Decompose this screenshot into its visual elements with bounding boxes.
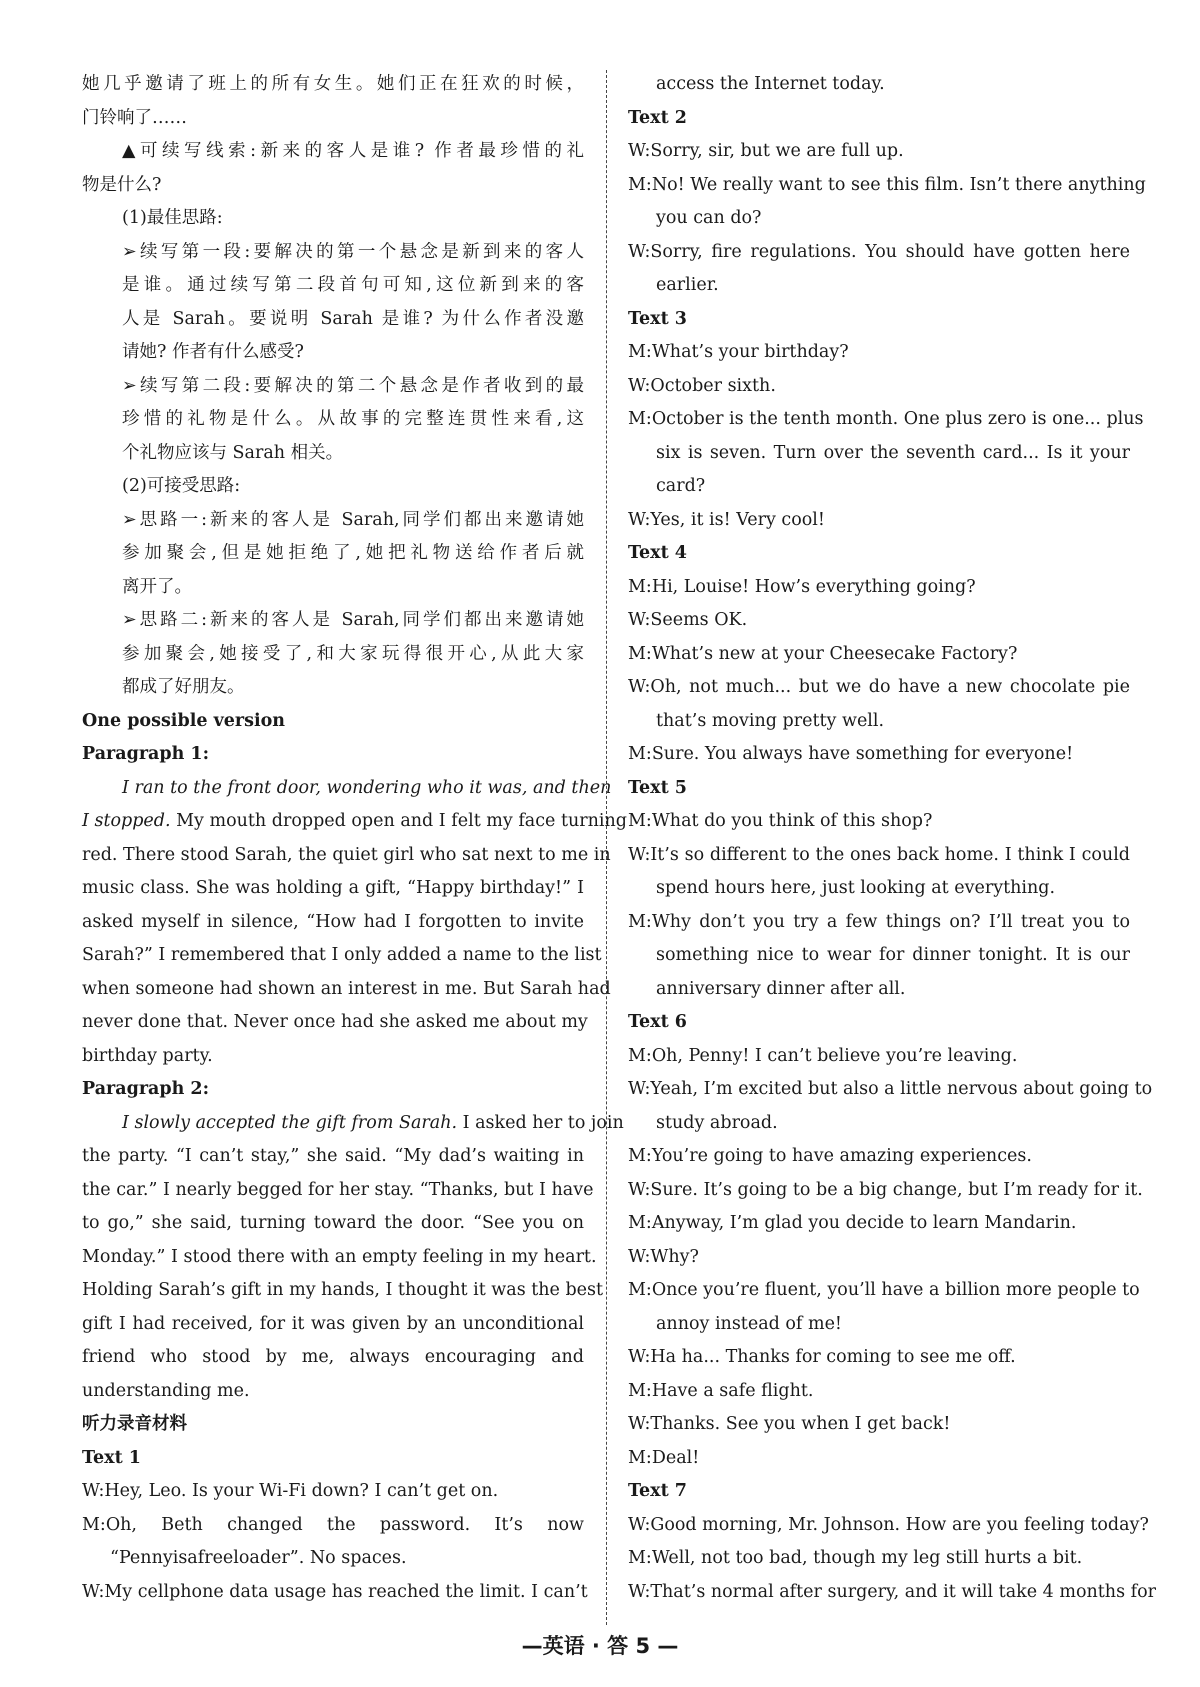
- dialogue-line: that’s moving pretty well.: [656, 710, 885, 731]
- text6-heading: Text 6: [628, 1012, 687, 1032]
- best-idea-line: 请她? 作者有什么感受?: [122, 342, 304, 362]
- dialogue-line: spend hours here, just looking at everything.: [656, 878, 1056, 898]
- dialogue-line: M:What do you think of this shop?: [628, 811, 933, 831]
- dialogue-line: W:Ha ha... Thanks for coming to see me off.: [628, 1347, 1016, 1367]
- dialogue-line: M:Have a safe flight.: [628, 1380, 814, 1401]
- dialogue-line: W:Thanks. See you when I get back!: [628, 1414, 951, 1434]
- best-idea-line: 是谁。通过续写第二段首句可知,这位新到来的客: [122, 275, 584, 295]
- paragraph2-line: the party. “I can’t stay,” she said. “My dad’s waiting in: [82, 1146, 584, 1166]
- paragraph2-line: [82, 1107, 624, 1141]
- clue-line: ▲可续写线索:新来的客人是谁? 作者最珍惜的礼: [122, 141, 584, 161]
- paragraph2-text: I asked her to join: [457, 1112, 624, 1133]
- paragraph2-lead: I slowly accepted the gift from Sarah.: [122, 1112, 458, 1133]
- best-idea-line: 个礼物应该与 Sarah 相关。: [122, 442, 344, 463]
- dialogue-line: W:Why?: [628, 1246, 699, 1267]
- paragraph2-line: to go,” she said, turning toward the door. “See you on: [82, 1213, 584, 1233]
- dialogue-line: M:Anyway, I’m glad you decide to learn Mandarin.: [628, 1213, 1077, 1233]
- paragraph1-heading: Paragraph 1:: [82, 744, 210, 764]
- paragraph1-lead-end: I stopped.: [82, 811, 171, 831]
- dialogue-line: W:Hey, Leo. Is your Wi-Fi down? I can’t get on.: [82, 1481, 499, 1501]
- clue-line: 物是什么?: [82, 174, 162, 195]
- dialogue-line: W:Yes, it is! Very cool!: [628, 509, 825, 530]
- dialogue-line: anniversary dinner after all.: [656, 978, 906, 999]
- acceptable-idea-line: 参加聚会,她接受了,和大家玩得很开心,从此大家: [122, 643, 584, 664]
- dialogue-line: annoy instead of me!: [656, 1313, 842, 1334]
- dialogue-line: W:October sixth.: [628, 375, 776, 396]
- dialogue-line: W:Sure. It’s going to be a big change, but I’m ready for it.: [628, 1179, 1143, 1200]
- dialogue-line: M:Once you’re fluent, you’ll have a billion more people to: [628, 1280, 1140, 1300]
- dialogue-line: M:What’s new at your Cheesecake Factory?: [628, 643, 1018, 664]
- dialogue-line: W:That’s normal after surgery, and it will take 4 months for: [628, 1581, 1156, 1602]
- paragraph1-line: never done that. Never once had she asked me about my: [82, 1012, 588, 1032]
- dialogue-line: M:Why don’t you try a few things on? I’ll treat you to: [628, 911, 1130, 932]
- paragraph2-line: the car.” I nearly begged for her stay. “Thanks, but I have: [82, 1179, 594, 1200]
- paragraph2-line: gift I had received, for it was given by an unconditional: [82, 1313, 584, 1334]
- dialogue-line: M:Well, not too bad, though my leg still hurts a bit.: [628, 1548, 1083, 1568]
- dialogue-line: M:Deal!: [628, 1447, 700, 1468]
- acceptable-idea-line: ➢思路二:新来的客人是 Sarah,同学们都出来邀请她: [122, 610, 584, 630]
- paragraph1-lead: I ran to the front door, wondering who it was, and then: [122, 777, 612, 798]
- dialogue-line: earlier.: [656, 275, 719, 295]
- left-column: [82, 68, 627, 1609]
- dialogue-line: W:It’s so different to the ones back home. I think I could: [628, 844, 1130, 865]
- best-idea-line: 人是 Sarah。要说明 Sarah 是谁? 为什么作者没邀: [122, 308, 584, 329]
- dialogue-line: W:Yeah, I’m excited but also a little nervous about going to: [628, 1079, 1153, 1099]
- acceptable-idea-line: 都成了好朋友。: [122, 677, 245, 697]
- text1-heading: Text 1: [82, 1447, 141, 1468]
- paragraph2-line: Monday.” I stood there with an empty feeling in my heart.: [82, 1246, 597, 1267]
- dialogue-line: W:Sorry, sir, but we are full up.: [628, 141, 904, 161]
- text2-heading: Text 2: [628, 107, 687, 128]
- paragraph1-text: My mouth dropped open and I felt my face turning: [170, 811, 627, 831]
- acceptable-idea-line: 参加聚会,但是她拒绝了,她把礼物送给作者后就: [122, 543, 584, 563]
- right-column: [628, 68, 1156, 1609]
- intro-line: 她几乎邀请了班上的所有女生。她们正在狂欢的时候，: [82, 74, 584, 94]
- best-idea-line: 珍惜的礼物是什么。从故事的完整连贯性来看,这: [122, 409, 584, 429]
- page-footer: —英语 · 答 5 —: [521, 1634, 679, 1658]
- dialogue-line: M:No! We really want to see this film. Isn’t there anything: [628, 174, 1146, 195]
- paragraph2-line: Holding Sarah’s gift in my hands, I thought it was the best: [82, 1280, 604, 1300]
- dialogue-line: W:Seems OK.: [628, 610, 748, 630]
- dialogue-line: M:Hi, Louise! How’s everything going?: [628, 576, 976, 597]
- dialogue-line: something nice to wear for dinner tonight. It is our: [656, 945, 1130, 965]
- text5-heading: Text 5: [628, 777, 687, 798]
- best-idea-line: ➢续写第二段:要解决的第二个悬念是作者收到的最: [122, 375, 584, 396]
- acceptable-idea-heading: (2)可接受思路:: [122, 476, 241, 496]
- dialogue-line: card?: [656, 476, 706, 496]
- paragraph2-line: understanding me.: [82, 1380, 250, 1401]
- paragraph1-line: Sarah?” I remembered that I only added a name to the list: [82, 945, 602, 965]
- paragraph1-line: [82, 805, 627, 839]
- dialogue-line: study abroad.: [656, 1112, 778, 1133]
- dialogue-line: “Pennyisafreeloader”. No spaces.: [110, 1548, 407, 1568]
- paragraph1-line: red. There stood Sarah, the quiet girl who sat next to me in: [82, 844, 611, 865]
- dialogue-line: M:You’re going to have amazing experiences.: [628, 1146, 1032, 1166]
- best-idea-line: ➢续写第一段:要解决的第一个悬念是新到来的客人: [122, 241, 584, 262]
- intro-line: 门铃响了……: [82, 107, 187, 128]
- paragraph1-line: birthday party.: [82, 1045, 213, 1066]
- dialogue-line: access the Internet today.: [656, 74, 885, 94]
- text4-heading: Text 4: [628, 543, 687, 563]
- dialogue-line: W:Good morning, Mr. Johnson. How are you feeling today?: [628, 1514, 1149, 1535]
- version-heading: One possible version: [82, 710, 285, 731]
- dialogue-line: M:Sure. You always have something for everyone!: [628, 744, 1074, 764]
- paragraph2-heading: Paragraph 2:: [82, 1079, 210, 1099]
- acceptable-idea-line: ➢思路一:新来的客人是 Sarah,同学们都出来邀请她: [122, 509, 584, 530]
- dialogue-line: M:What’s your birthday?: [628, 342, 849, 362]
- dialogue-line: you can do?: [656, 208, 762, 228]
- dialogue-line: six is seven. Turn over the seventh card... Is it your: [656, 442, 1130, 463]
- paragraph1-line: when someone had shown an interest in me. But Sarah had: [82, 978, 611, 999]
- dialogue-line: W:Oh, not much... but we do have a new chocolate pie: [628, 677, 1130, 697]
- paragraph2-line: friend who stood by me, always encouraging and: [82, 1347, 584, 1367]
- acceptable-idea-line: 离开了。: [122, 576, 192, 597]
- paragraph1-line: asked myself in silence, “How had I forgotten to invite: [82, 911, 584, 932]
- best-idea-heading: (1)最佳思路:: [122, 208, 223, 228]
- dialogue-line: M:Oh, Penny! I can’t believe you’re leaving.: [628, 1045, 1018, 1066]
- text3-heading: Text 3: [628, 308, 687, 329]
- dialogue-line: M:Oh, Beth changed the password. It’s now: [82, 1514, 584, 1535]
- dialogue-line: M:October is the tenth month. One plus zero is one... plus: [628, 409, 1144, 429]
- listening-heading: 听力录音材料: [82, 1414, 187, 1434]
- paragraph1-line: music class. She was holding a gift, “Happy birthday!” I: [82, 878, 584, 898]
- text7-heading: Text 7: [628, 1481, 687, 1501]
- dialogue-line: W:Sorry, fire regulations. You should have gotten here: [628, 241, 1130, 262]
- dialogue-line: W:My cellphone data usage has reached the limit. I can’t: [82, 1581, 588, 1602]
